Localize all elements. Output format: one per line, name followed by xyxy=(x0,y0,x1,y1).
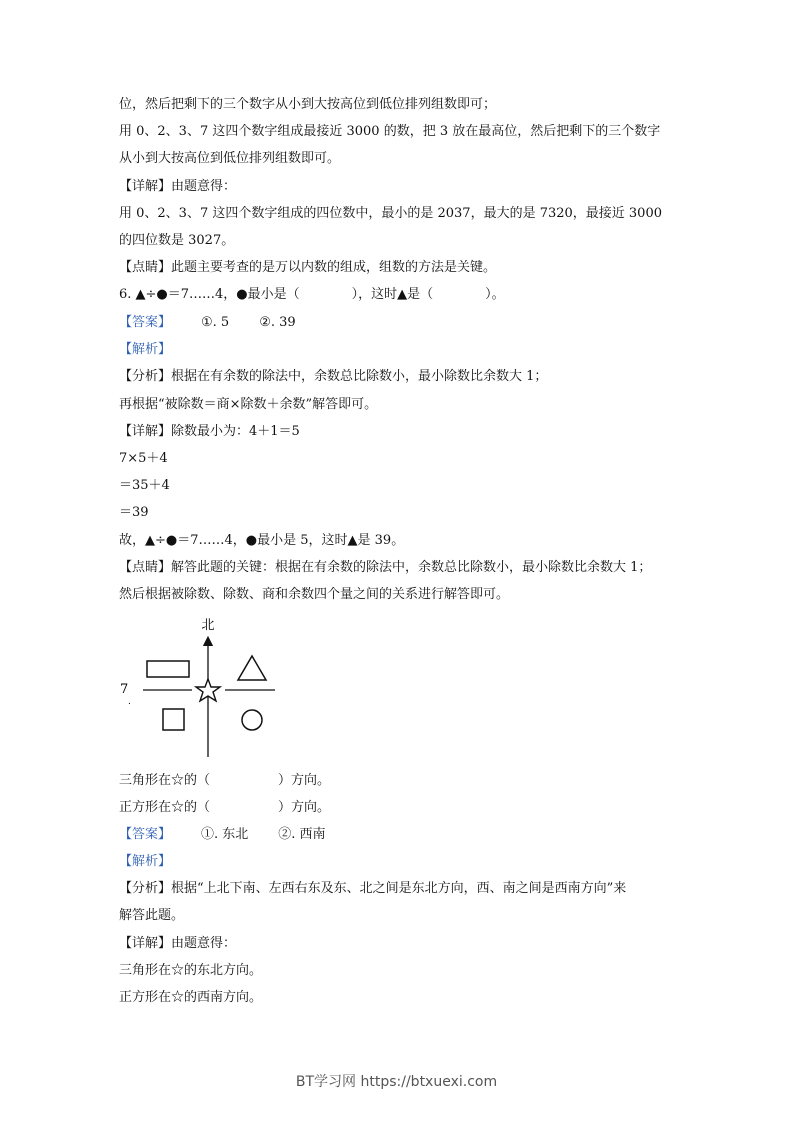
text-line: 【分析】根据在有余数的除法中，余数总比除数小，最小除数比余数大 1； xyxy=(119,369,548,384)
text-line: 三角形在☆的东北方向。 xyxy=(119,963,263,978)
text-line: ＝39 xyxy=(119,505,149,520)
question-7-line2 xyxy=(119,799,330,817)
square-shape xyxy=(163,709,184,730)
answer-2: ②. 39 xyxy=(259,315,296,330)
text-line: 【详解】由题意得： xyxy=(119,936,237,951)
q6-part3: ）。 xyxy=(485,287,505,302)
text-line: 解答此题。 xyxy=(119,908,185,923)
text-line: 再根据“被除数＝商×除数＋余数”解答即可。 xyxy=(119,397,378,412)
text-line: 从小到大按高位到低位排列组数即可。 xyxy=(119,151,341,166)
footer-watermark: BT学习网 https://btxuexi.com xyxy=(295,1074,498,1090)
text-line: ＝35＋4 xyxy=(119,478,170,493)
q6-part2: ），这时▲是（ xyxy=(351,287,434,302)
text-line: 【点睛】此题主要考查的是万以内数的组成，组数的方法是关键。 xyxy=(119,260,497,275)
analysis-label: 【解析】 xyxy=(119,854,172,869)
question-7-line1 xyxy=(119,772,330,790)
text-line: 【详解】由题意得： xyxy=(119,179,237,194)
text-line: 用 0、2、3、7 这四个数字组成最接近 3000 的数，把 3 放在最高位，然后把剩下的三个数字 xyxy=(119,124,661,139)
text-line: 故，▲÷●＝7……4，●最小是 5，这时▲是 39。 xyxy=(119,533,405,548)
text-line: 【详解】除数最小为：4＋1＝5 xyxy=(119,424,300,439)
q7-text: 正方形在☆的（ xyxy=(119,800,211,815)
rectangle-shape xyxy=(147,661,189,677)
q7-text: ）方向。 xyxy=(278,800,331,815)
text-line: 然后根据被除数、除数、商和余数四个量之间的关系进行解答即可。 xyxy=(119,587,510,602)
q6-part1: 6. ▲÷●＝7……4，●最小是（ xyxy=(119,287,300,302)
north-label: 北 xyxy=(201,618,215,633)
answer-7 xyxy=(119,826,326,844)
text-line: 【点睛】解答此题的关键：根据在有余数的除法中，余数总比除数小，最小除数比余数大 1； xyxy=(119,560,652,575)
answer-label: 【答案】 xyxy=(119,827,172,842)
text-line: 的四位数是 3027。 xyxy=(119,233,235,248)
triangle-shape xyxy=(238,656,266,680)
text-line: 位，然后把剩下的三个数字从小到大按高位到低位排列组数即可； xyxy=(119,97,497,112)
text-line: 7×5＋4 xyxy=(119,451,168,466)
q7-text: 三角形在☆的（ xyxy=(119,773,211,788)
answer-1: ①. 东北 xyxy=(201,827,249,842)
question-7-dot: . xyxy=(128,697,131,707)
analysis-label: 【解析】 xyxy=(119,342,172,357)
text-line: 用 0、2、3、7 这四个数字组成的四位数中，最小的是 2037，最大的是 7320，最接近 3000 xyxy=(119,206,662,221)
question-7-number: 7 xyxy=(120,682,129,697)
answer-1: ①. 5 xyxy=(201,315,230,330)
circle-shape xyxy=(242,710,262,730)
text-line: 【分析】根据“上北下南、左西右东及东、北之间是东北方向，西、南之间是西南方向”来 xyxy=(119,881,627,896)
q7-text: ）方向。 xyxy=(278,773,331,788)
text-line: 正方形在☆的西南方向。 xyxy=(119,990,263,1005)
answer-label: 【答案】 xyxy=(119,315,172,330)
answer-2: ②. 西南 xyxy=(278,827,326,842)
